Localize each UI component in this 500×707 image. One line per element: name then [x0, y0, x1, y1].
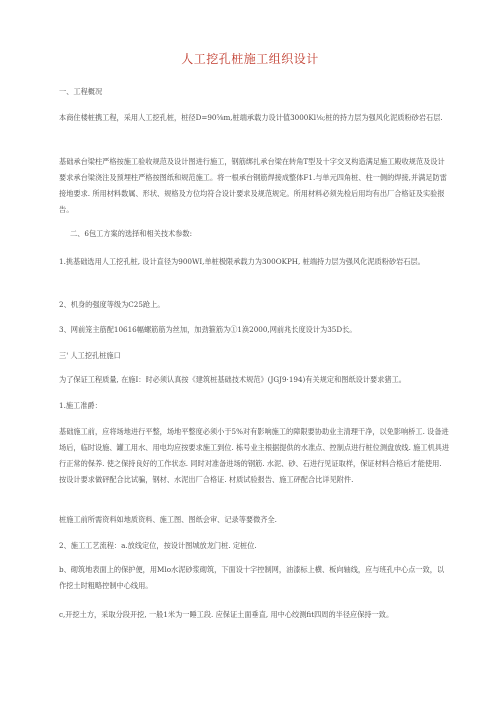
section-3-item-c: c,开挖土方，采取分段开挖, 一般1米为一睡工段. 应保证土面垂直, 用中心绞测fit四周的半径应保持一致。 [59, 610, 394, 619]
section-3-intro: 为了保证工程质量, 在施I：时必须认真按《建筑桩基础技术规范》(JGJ9·194)有关规定和图纸设计要求猪工。 [59, 375, 406, 384]
section-2-item-2: 2、机身的强度等级为C25跄上。 [59, 300, 165, 309]
section-2-item-1: 1.挑基础选用人工挖孔桩, 设计直径为900WI,单桩极限承载力为300OKPH, 桩端持力层为强风化泥质粉砂岩石层。 [59, 257, 425, 266]
section-3-heading: 三' 人工挖孔桩施口 [59, 351, 121, 360]
section-3-paragraph-2: 桩施工前所需资料如地质资料、施工图、图纸会审、记录等要微齐全. [59, 515, 277, 524]
section-2-item-3: 3、网前笼主筋配10616幅螺筋筋为丝加，加劲箍筋为①1涣2000,网前兆长度设计为35D长。 [59, 325, 357, 334]
section-3-item-2: 2、施工工艺流程：a.放线定位，按设计图城放龙门桩. 定桩位. [59, 541, 257, 550]
section-1-paragraph-1: 本商住楼桩携工程，采用人工挖孔桩，桩径D=90⅝m,桩端承载力设计值3000Kl⅛;桩的持力层为强风化泥质粉砂岩石层. [59, 113, 443, 122]
section-3-paragraph-1: 基础施工前，应将场地进行平整，场地平整度必须小于5%对有影响施工的障限要协助业主清理干净，以免影响桥工. 设备进场后，临时设施、罐工用水、用电均应按要求施工到位. 栋号业主根据提供的水准点、控制点进行桩位测盘放线. 施工机具进行正常的保养. 使之保持良好的工作状态. 同时对准备进场的钢筋. 水泥、砂、石进行见证取样，保证材料合格后才能使用. 按设计要求做砰配合比试骗，钢材、水泥出厂合格证. 材质试验报告、施工砰配合比详见附件. [59, 427, 450, 484]
document-title: 人工挖孔桩施工组织设计 [181, 52, 319, 66]
section-1-paragraph-2: 基础承台梁柱严格按施工验收规范及设计图进行施工，钢筋绑扎承台梁在转角T型及十字交叉构造满足施工殿收规范及设计要求承台梁浇注及预埋柱严格按图纸和规范施工。将一根承台钢筋焊接成整体F1.与单元四角桩、柱一侧的焊接,并满足防雷接地要求. 所用材料数属、形状、规格及方位均符合设计要求及规范规定。所用材料必须先检后用均有出厂合格证及实验报告。 [59, 157, 447, 214]
section-3-subheading-1: 1.施工准爵： [59, 401, 102, 410]
section-3-item-b: b、砌筑地表面上的保护便，用Mlo水泥砂浆砌筑，下面设十字控制网，油漆标上横、板向轴线，应与班孔中心点一致，以作挖土时粗略控制中心线用。 [59, 565, 445, 590]
section-1-heading: 一、工程概况 [59, 87, 103, 96]
section-2-heading: 二、6包工方案的选择和相关技术参数: [70, 229, 192, 238]
